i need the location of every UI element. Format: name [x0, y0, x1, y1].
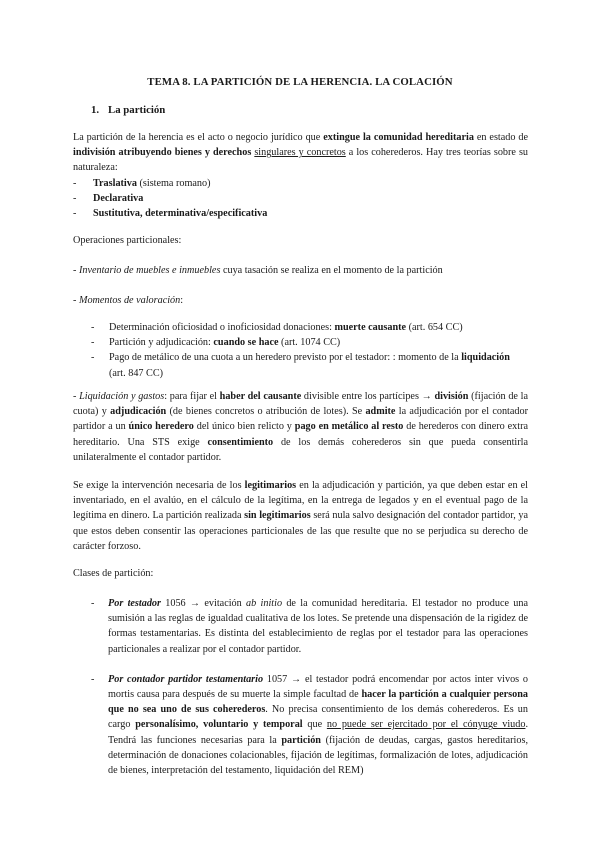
- bold-text: adjudicación: [110, 406, 167, 418]
- italic-text: ab initio: [246, 598, 283, 609]
- text: del único bien relicto y: [193, 421, 295, 433]
- bold-text: liquidación: [461, 352, 510, 364]
- dash: -: [73, 391, 80, 402]
- text: (art. 654 CC): [406, 322, 463, 333]
- bold-text: sin legitimarios: [244, 510, 311, 522]
- text: Se exige la intervención necesaria de los: [73, 480, 245, 491]
- bold-text: único heredero: [128, 421, 194, 433]
- bold-text: admite: [365, 406, 396, 418]
- text: en la adjudicación y partición, ya que deben estar en el inventariado, en el avalúo, en el cálculo de la legítima, en la entrega de legados y en el eventual pago de la legítima en dinero. La partición realizada: [73, 480, 528, 522]
- text: de la comunidad hereditaria. El testador no produce una sumisión a las reglas de igualdad cualitativa de los lotes. Se pretende una dispensación de la rigidez de formas testamentarias. Es distinta del establecimiento de reglas por el testador para las operaciones particionales a realizar por el contador partidor.: [108, 598, 529, 655]
- list-item: [73, 176, 528, 191]
- bold-text: cuando se hace: [213, 337, 279, 349]
- text: La partición de la herencia es el acto o negocio jurídico que: [73, 132, 324, 143]
- italic-text: Inventario de muebles e inmuebles: [78, 265, 221, 276]
- list-item: [73, 191, 528, 206]
- underlined-text: no puede ser ejercitado por el cónyuge viudo: [326, 719, 526, 731]
- text: 1057 → el testador podrá encomendar por actos inter vivos o mortis causa para después de su muerte la simple facultad de: [108, 673, 528, 701]
- text: que: [302, 719, 327, 731]
- bold-text: consentimiento: [207, 436, 274, 448]
- operations-heading: Operaciones particionales:: [73, 235, 182, 246]
- text: : para fijar el: [164, 391, 220, 402]
- bold-text: haber del causante: [219, 391, 302, 402]
- list-item: [73, 350, 528, 380]
- theories-list: [73, 176, 528, 222]
- liquidacion-paragraph: [73, 389, 528, 465]
- bold-text: indivisión atribuyendo bienes y derechos: [73, 147, 252, 159]
- theory-label: Declarativa: [93, 193, 144, 205]
- text: en estado de: [473, 132, 529, 143]
- list-item: [73, 206, 528, 221]
- text: a los coherederos. Hay tres teorías sobre su naturaleza:: [73, 147, 529, 174]
- legitimarios-paragraph: [73, 478, 528, 554]
- text: (fijación de deudas, cargas, gastos hereditarios, determinación de donaciones colacionables, fijación de legítimas, formalización de lotes, adjudicación de bienes, interpretación del testamento, liquidación del REM): [108, 734, 528, 777]
- bold-text: pago en metálico al resto: [294, 421, 404, 433]
- text: cuya tasación se realiza en el momento de la partición: [220, 265, 443, 276]
- clases-heading: Clases de partición:: [73, 568, 154, 579]
- text: (de bienes concretos o atribución de lotes). Se: [166, 406, 366, 418]
- bold-italic-text: Por testador: [108, 598, 161, 609]
- clases-list: [73, 596, 528, 778]
- text: será nula salvo designación del contador partidor, ya que estos deben consentir las operaciones particionales de las que resulte que no se perjudica su derecho de carácter forzoso.: [73, 510, 528, 552]
- italic-text: Liquidación y gastos: [79, 391, 165, 402]
- text: Partición y adjudicación:: [109, 337, 214, 349]
- list-item: [73, 672, 528, 778]
- bold-text: muerte causante: [334, 322, 407, 333]
- theory-note: (sistema romano): [136, 178, 211, 189]
- underlined-text: singulares y concretos: [254, 147, 346, 159]
- theory-label: Sustitutiva, determinativa/especificativa: [93, 208, 268, 220]
- page-title: TEMA 8. LA PARTICIÓN DE LA HERENCIA. LA COLACIÓN: [147, 76, 453, 88]
- text: . No precisa consentimiento de los demás coherederos. Es un cargo: [108, 704, 528, 731]
- bold-text: división: [434, 391, 469, 402]
- bold-italic-text: Por contador partidor testamentario: [108, 673, 264, 685]
- list-item: [73, 335, 528, 350]
- text: Determinación oficiosidad o inoficiosidad donaciones:: [109, 322, 335, 333]
- list-item: [73, 320, 528, 335]
- section-title: La partición: [108, 104, 166, 116]
- text: la adjudicación por el contador partidor a un: [73, 406, 528, 433]
- inventario-line: [73, 263, 528, 278]
- momentos-line: [73, 293, 528, 308]
- text: 1056 → evitación: [160, 598, 247, 609]
- text: Pago de metálico de una cuota a un heredero previsto por el testador: : momento de la: [109, 352, 462, 364]
- text: (art. 1074 CC): [278, 337, 341, 349]
- text: (fijación de la cuota) y: [73, 391, 528, 418]
- text: de herederos con dinero extra hereditario. Una STS exige: [73, 421, 528, 448]
- intro-paragraph: [73, 130, 528, 176]
- dash: -: [73, 265, 79, 276]
- text: . Tendrá las funciones necesarias para la: [108, 719, 528, 746]
- section-heading: [91, 103, 165, 118]
- bold-text: personalísimo, voluntario y temporal: [135, 719, 303, 731]
- italic-text: Momentos de valoración: [78, 295, 181, 306]
- text: (art. 847 CC): [109, 367, 164, 379]
- momentos-list: [73, 320, 528, 381]
- bold-text: extingue la comunidad hereditaria: [323, 132, 474, 143]
- dash: -: [73, 295, 79, 306]
- theory-label: Traslativa: [93, 178, 137, 189]
- list-item: [73, 596, 528, 657]
- text: divisible entre los partícipes →: [301, 391, 435, 402]
- text: de los demás coherederos sin que pueda consentirla unilateralmente el contador partidor.: [73, 436, 528, 463]
- section-number: 1.: [91, 104, 100, 116]
- text: :: [180, 295, 184, 306]
- bold-text: legitimarios: [244, 480, 297, 491]
- bold-text: partición: [281, 734, 321, 746]
- bold-text: hacer la partición a cualquier persona que no sea uno de sus coherederos: [108, 689, 529, 716]
